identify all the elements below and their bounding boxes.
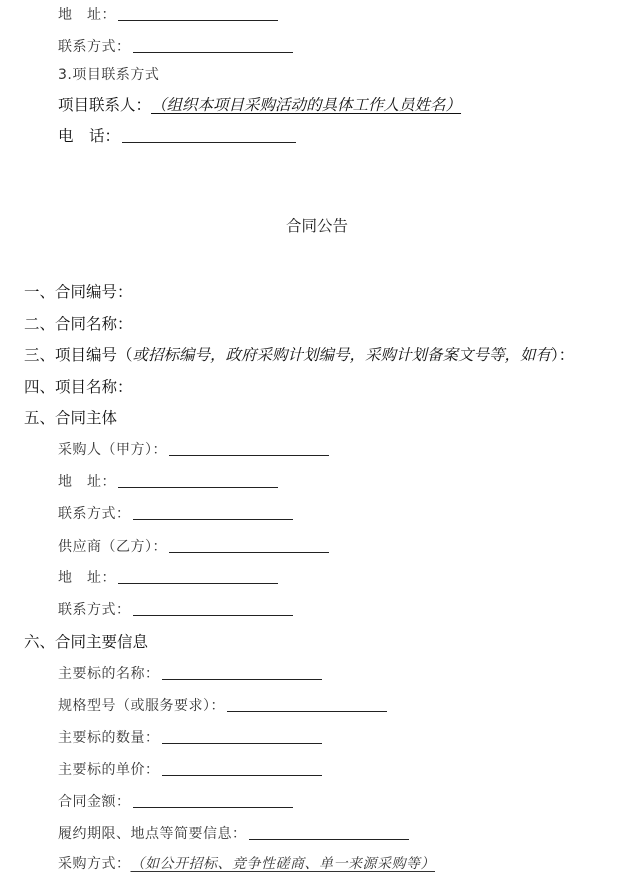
term-blank[interactable] bbox=[249, 838, 409, 840]
project-contact-row bbox=[58, 93, 461, 115]
supplier-contact-label: 联系方式： bbox=[58, 602, 131, 618]
amount-label: 合同金额： bbox=[58, 794, 131, 810]
item-contract-name bbox=[24, 312, 133, 334]
unit-price-label: 主要标的单价： bbox=[58, 762, 160, 778]
address-row bbox=[58, 4, 278, 24]
address-blank[interactable] bbox=[118, 19, 278, 21]
item-project-number-note: 或招标编号，政府采购计划编号，采购计划备案文号等，如有 bbox=[132, 346, 552, 364]
contract-notice-title: 合同公告 bbox=[285, 217, 348, 235]
amount-blank[interactable] bbox=[133, 806, 293, 808]
contact-label: 联系方式： bbox=[58, 39, 131, 55]
method-label: 采购方式： bbox=[58, 856, 131, 872]
item-project-number-label: 三、项目编号（ bbox=[24, 346, 133, 364]
buyer-row bbox=[58, 439, 329, 459]
method-note: （如公开招标、竞争性磋商、单一来源采购等） bbox=[130, 856, 435, 872]
buyer-address-row bbox=[58, 471, 278, 491]
supplier-address-label: 地 址： bbox=[58, 570, 116, 586]
item-contract-number bbox=[24, 280, 133, 302]
buyer-contact-label: 联系方式： bbox=[58, 506, 131, 522]
spec-row bbox=[58, 695, 387, 715]
address-label: 地 址： bbox=[58, 7, 116, 23]
section3-title bbox=[58, 64, 159, 84]
contact-row bbox=[58, 36, 293, 56]
subject-name-row bbox=[58, 663, 322, 683]
supplier-contact-blank[interactable] bbox=[133, 614, 293, 616]
supplier-address-row bbox=[58, 567, 278, 587]
method-row bbox=[58, 853, 435, 873]
item-contract-parties bbox=[24, 406, 117, 428]
contact-blank[interactable] bbox=[133, 51, 293, 53]
unit-price-blank[interactable] bbox=[162, 774, 322, 776]
buyer-blank[interactable] bbox=[169, 454, 329, 456]
item-main-info bbox=[24, 630, 148, 652]
term-label: 履约期限、地点等简要信息： bbox=[58, 826, 247, 842]
supplier-contact-row bbox=[58, 599, 293, 619]
phone-label: 电 话： bbox=[58, 127, 121, 145]
phone-row bbox=[58, 124, 296, 146]
item-project-number bbox=[24, 343, 574, 365]
project-contact-note: （组织本项目采购活动的具体工作人员姓名） bbox=[151, 96, 462, 114]
spec-blank[interactable] bbox=[227, 710, 387, 712]
quantity-blank[interactable] bbox=[162, 742, 322, 744]
unit-price-row bbox=[58, 759, 322, 779]
supplier-blank[interactable] bbox=[169, 551, 329, 553]
buyer-address-label: 地 址： bbox=[58, 474, 116, 490]
quantity-row bbox=[58, 727, 322, 747]
subject-name-label: 主要标的名称： bbox=[58, 666, 160, 682]
item-contract-parties-label: 五、合同主体 bbox=[24, 409, 118, 427]
item-contract-number-label: 一、合同编号： bbox=[24, 283, 133, 301]
quantity-label: 主要标的数量： bbox=[58, 730, 160, 746]
amount-row bbox=[58, 791, 293, 811]
item-project-number-end: ）： bbox=[551, 346, 575, 364]
supplier-label: 供应商（乙方）： bbox=[58, 539, 167, 555]
buyer-contact-row bbox=[58, 503, 293, 523]
buyer-contact-blank[interactable] bbox=[133, 518, 293, 520]
item-project-name-label: 四、项目名称： bbox=[24, 378, 133, 396]
subject-name-blank[interactable] bbox=[162, 678, 322, 680]
supplier-address-blank[interactable] bbox=[118, 582, 278, 584]
buyer-address-blank[interactable] bbox=[118, 486, 278, 488]
buyer-label: 采购人（甲方）： bbox=[58, 442, 167, 458]
project-contact-label: 项目联系人： bbox=[58, 96, 152, 114]
item-contract-name-label: 二、合同名称： bbox=[24, 315, 133, 333]
term-row bbox=[58, 823, 409, 843]
supplier-row bbox=[58, 536, 329, 556]
item-project-name bbox=[24, 375, 133, 397]
item-main-info-label: 六、合同主要信息 bbox=[24, 633, 149, 651]
section3-title-text: 3.项目联系方式 bbox=[58, 67, 160, 83]
phone-blank[interactable] bbox=[122, 141, 296, 143]
spec-label: 规格型号（或服务要求）： bbox=[58, 698, 225, 714]
